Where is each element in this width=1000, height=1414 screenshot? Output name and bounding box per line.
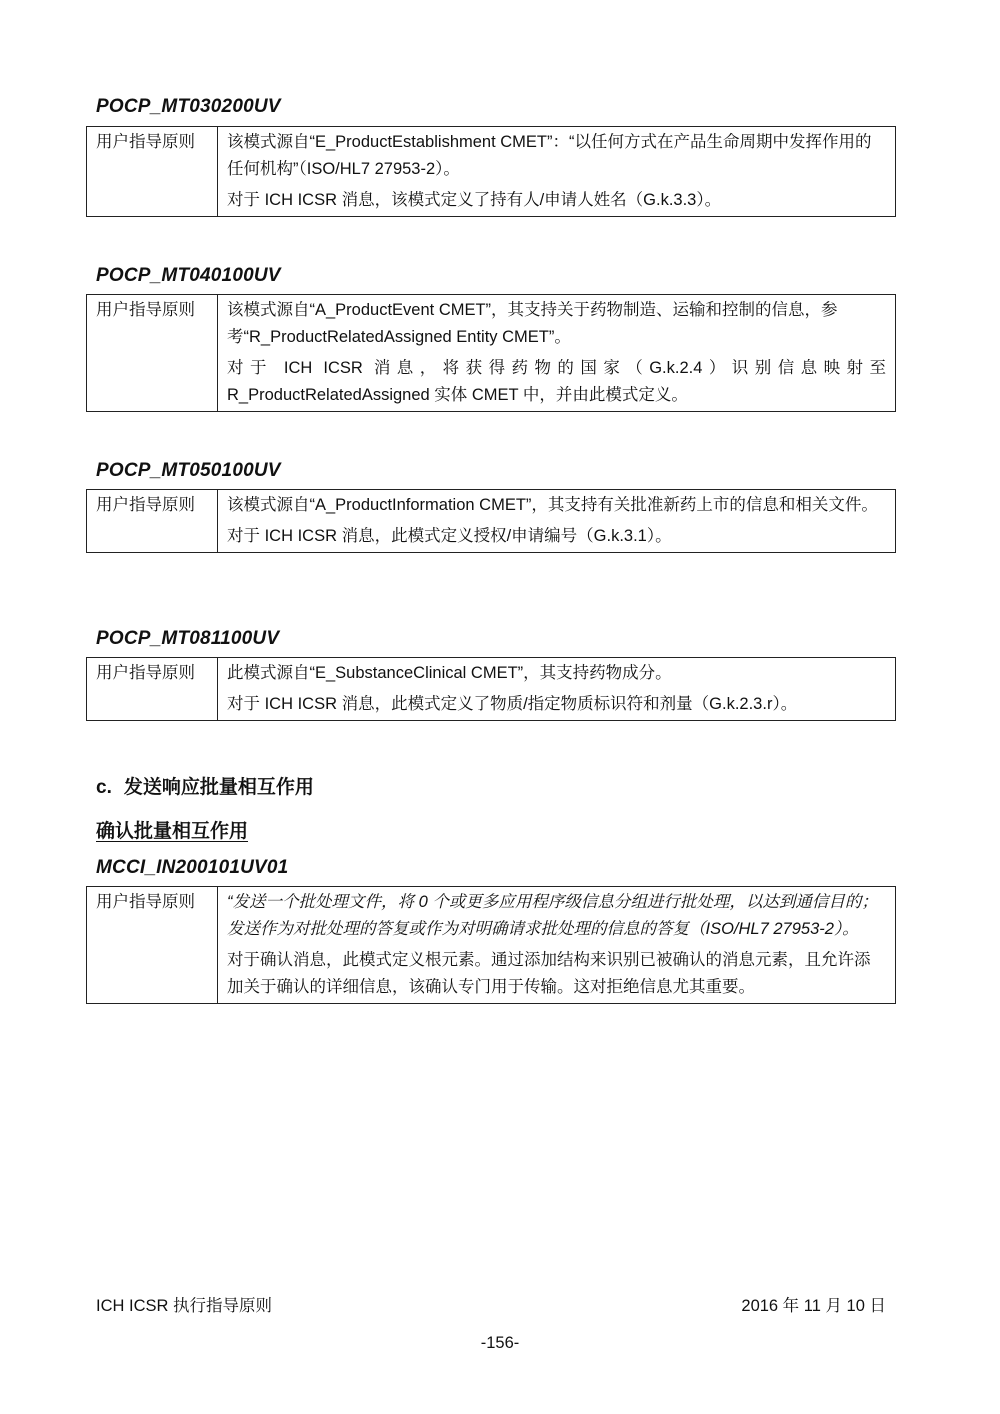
section-title: POCP_MT081100UV [96,628,280,649]
table-content-cell [218,295,896,412]
table-content-cell [218,887,896,1004]
guidance-paragraph: 该模式源自“A_ProductEvent CMET”，其支持关于药物制造、运输和控制的信息，参考“R_ProductRelatedAssigned Entity CMET”。 [227,301,838,346]
guidance-paragraph: 对于 ICH ICSR 消息，将获得药物的国家（G.k.2.4）识别信息映射至 [227,359,886,377]
guidance-paragraph: 该模式源自“E_ProductEstablishment CMET”：“以任何方式在产品生命周期中发挥作用的任何机构”（ISO/HL7 27953-2）。 [227,133,872,178]
guidance-paragraph: “发送一个批处理文件，将 0 个或更多应用程序级信息分组进行批处理，以达到通信目的；发送作为对批处理的答复或作为对明确请求批处理的信息的答复（ISO/HL7 27953-2）。 [227,893,878,938]
subsection-title: 发送响应批量相互作用 [123,777,314,798]
footer-date: 2016 年 11 月 10 日 [741,1297,886,1315]
guidance-paragraph: 对于 ICH ICSR 消息，此模式定义授权/申请编号（G.k.3.1）。 [227,527,672,545]
table-content-cell [218,490,896,553]
guidance-paragraph: R_ProductRelatedAssigned 实体 CMET 中，并由此模式定义。 [227,386,688,404]
guidance-table [86,657,896,721]
guidance-paragraph: 对于 ICH ICSR 消息，该模式定义了持有人/申请人姓名（G.k.3.3）。 [227,191,722,209]
table-label-cell: 用户指导原则 [87,295,218,412]
guidance-paragraph: 此模式源自“E_SubstanceClinical CMET”，其支持药物成分。 [227,664,672,682]
footer-document-title: ICH ICSR 执行指导原则 [96,1297,273,1315]
guidance-table [86,886,896,1004]
guidance-paragraph: 该模式源自“A_ProductInformation CMET”，其支持有关批准新药上市的信息和相关文件。 [227,496,878,514]
table-content-cell [218,127,896,217]
table-label-cell: 用户指导原则 [87,887,218,1004]
guidance-table [86,126,896,217]
subsection-number: c. [96,777,112,798]
subsection-heading [96,772,314,799]
section-title: POCP_MT040100UV [96,265,281,286]
guidance-paragraph: 对于确认消息，此模式定义根元素。通过添加结构来识别已被确认的消息元素，且允许添加关于确认的详细信息，该确认专门用于传输。这对拒绝信息尤其重要。 [227,951,871,996]
table-label-cell: 用户指导原则 [87,127,218,217]
table-content-cell [218,658,896,721]
page-number: -156- [480,1334,520,1352]
table-label-cell: 用户指导原则 [87,658,218,721]
section-title: MCCI_IN200101UV01 [96,857,289,878]
table-label-cell: 用户指导原则 [87,490,218,553]
section-title: POCP_MT050100UV [96,460,281,481]
guidance-table [86,294,896,412]
underlined-heading: 确认批量相互作用 [96,821,249,842]
section-title: POCP_MT030200UV [96,96,281,117]
guidance-paragraph: 对于 ICH ICSR 消息，此模式定义了物质/指定物质标识符和剂量（G.k.2.3.r）。 [227,695,798,713]
guidance-table [86,489,896,553]
